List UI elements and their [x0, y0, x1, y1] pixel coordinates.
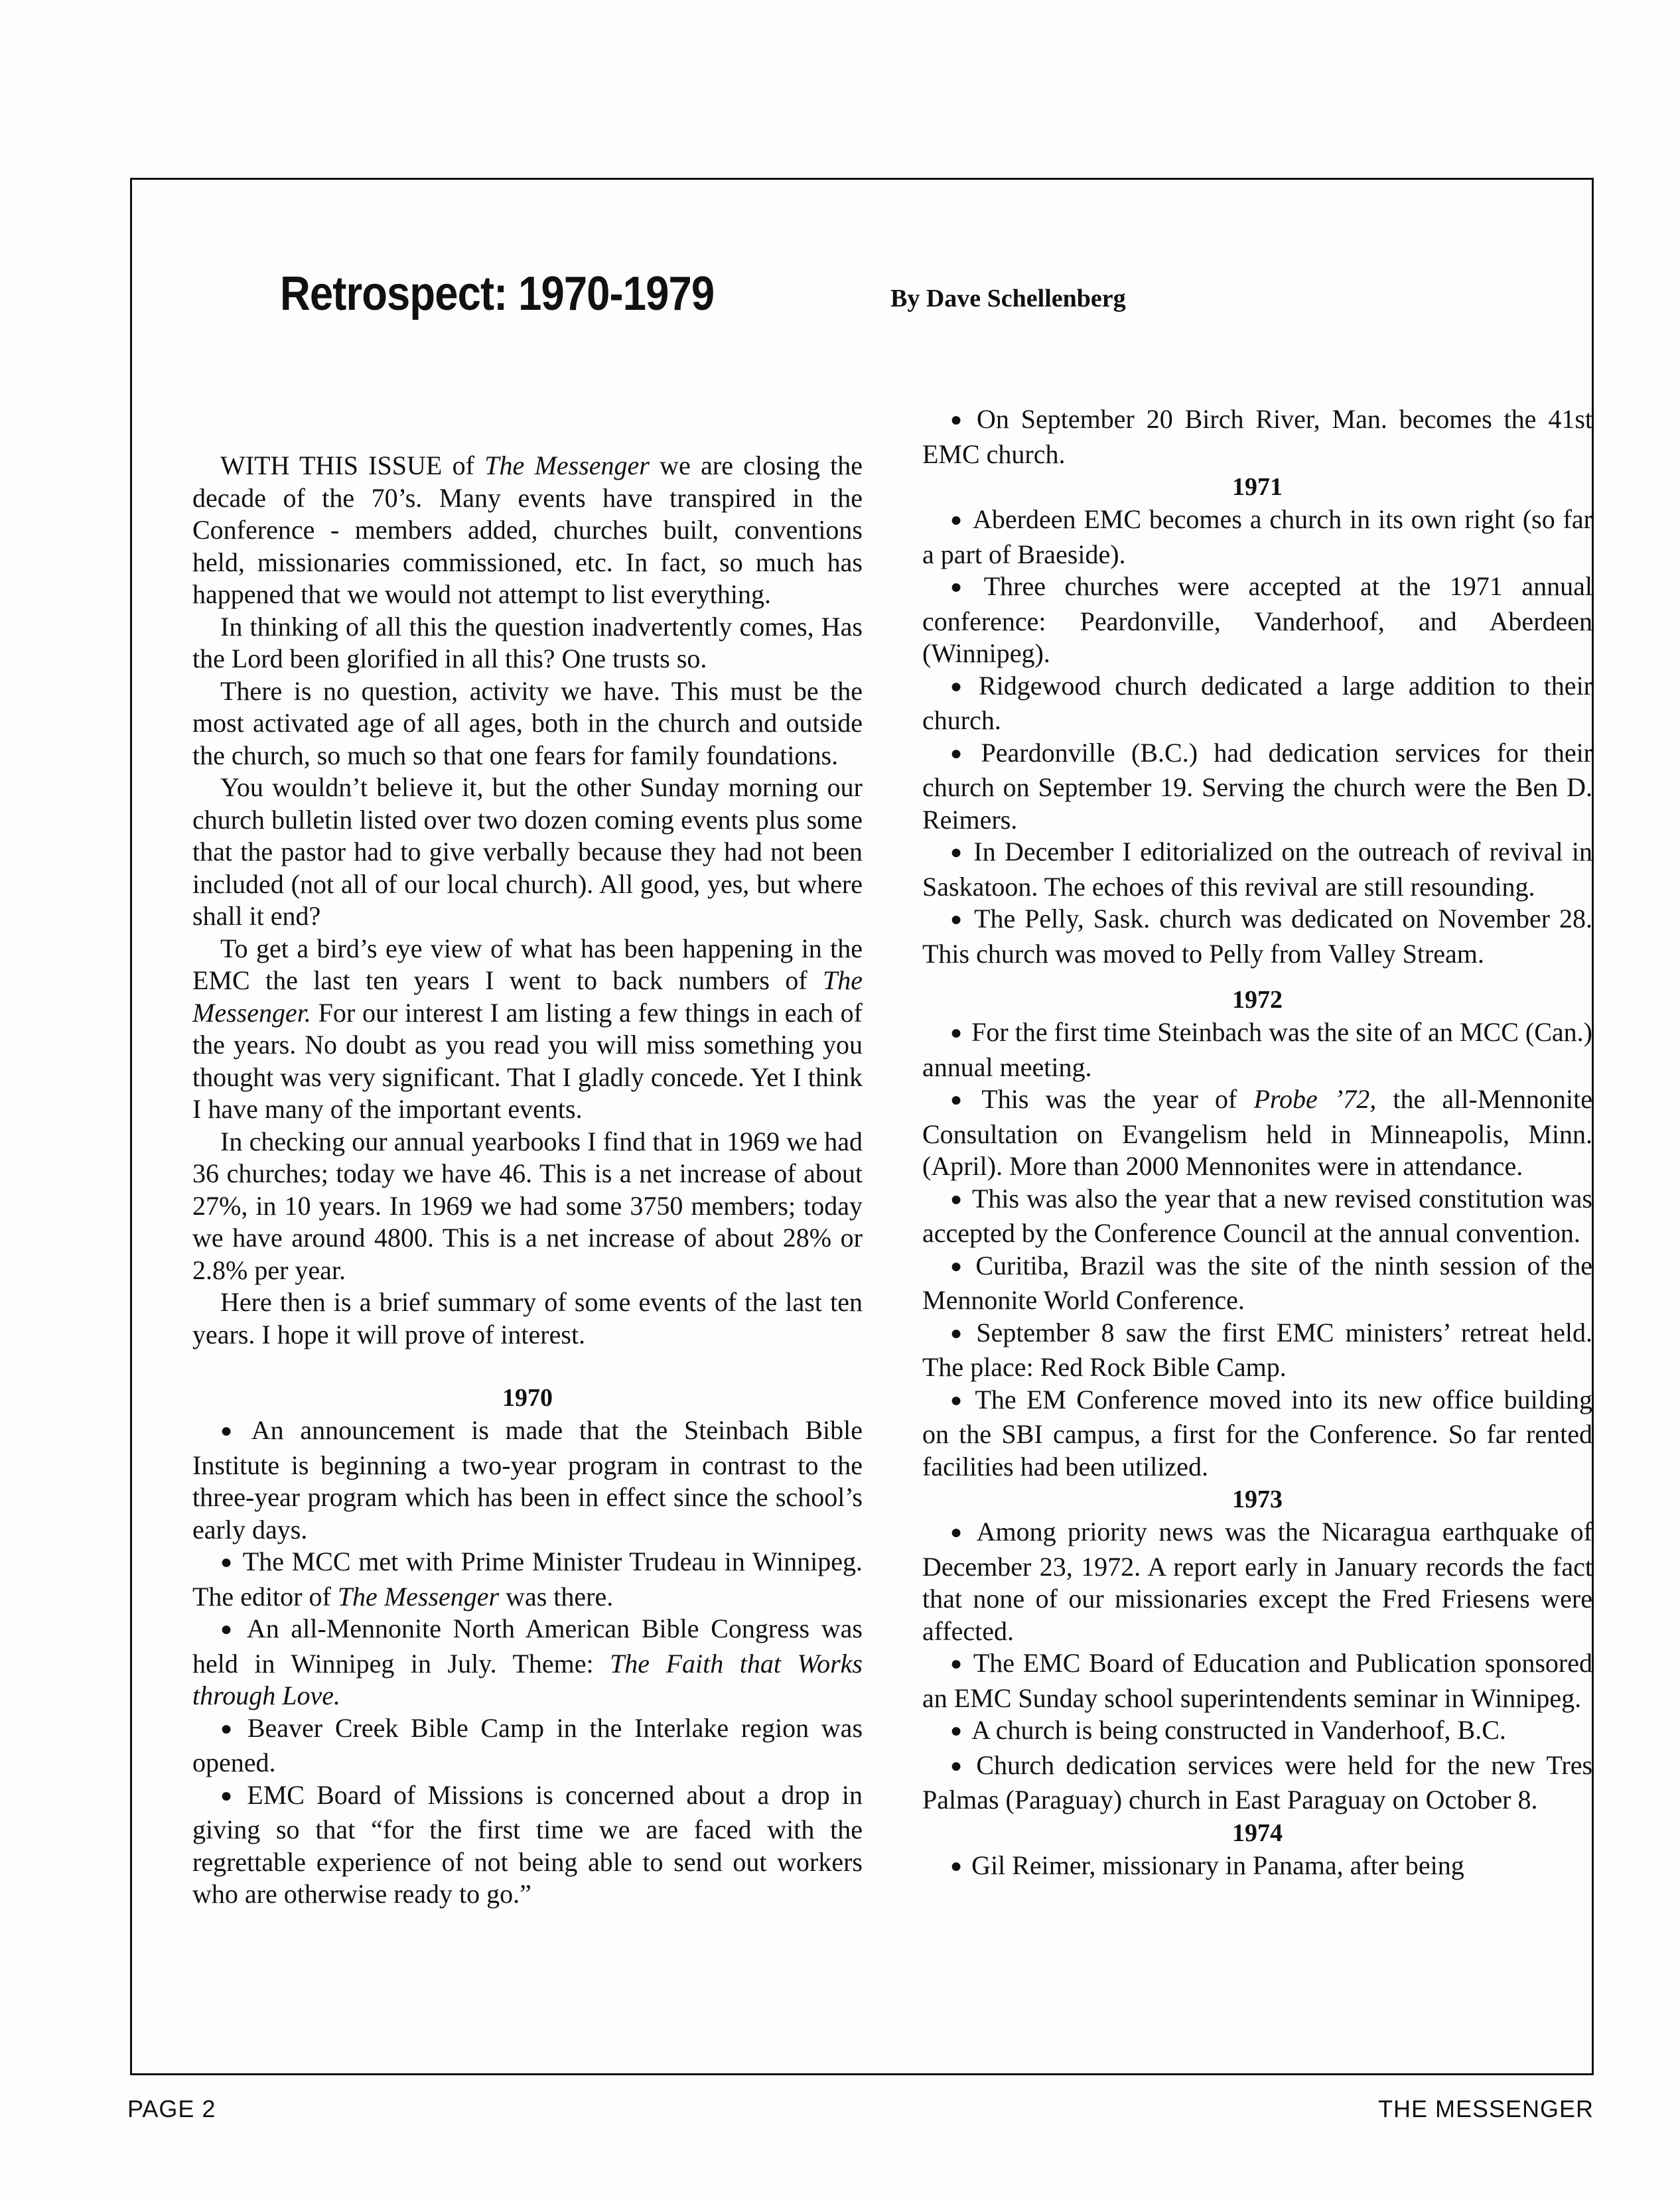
events-1973 — [922, 1516, 1592, 1817]
event-item: ● Church dedication services were held for the new Tres Palmas (Paraguay) church in East Paraguay on October 8. — [922, 1750, 1592, 1817]
year-heading-1974: 1974 — [1232, 1819, 1283, 1847]
event-item: ● In December I editorialized on the outreach of revival in Saskatoon. The echoes of this revival are still resounding. — [922, 836, 1592, 903]
intro-paragraph: You wouldn’t believe it, but the other Sunday morning our church bulletin listed over two dozen coming events plus some that the pastor had to give verbally because they had not been included (not all of our local church). All good, yes, but where shall it end? — [192, 772, 863, 931]
article-title: Retrospect: 1970-1979 — [280, 267, 715, 320]
event-item: ● For the first time Steinbach was the site of an MCC (Can.) annual meeting. — [922, 1016, 1592, 1083]
event-item: ● Curitiba, Brazil was the site of the ninth session of the Mennonite World Conference. — [922, 1250, 1592, 1317]
event-item: ● Among priority news was the Nicaragua earthquake of December 23, 1972. A report early in January records the fact that none of our missionaries except the Fred Friesens were affected. — [922, 1516, 1592, 1647]
event-item: ● The MCC met with Prime Minister Trudeau in Winnipeg. The editor of The Messenger was there. — [192, 1546, 863, 1613]
event-item: ● EMC Board of Missions is concerned about a drop in giving so that “for the first time we are faced with the regrettable experience of not being able to send out workers who are otherwise ready to go.” — [192, 1779, 863, 1911]
event-item: ● This was also the year that a new revised constitution was accepted by the Conference Council at the annual convention. — [922, 1183, 1592, 1250]
right-column — [922, 403, 1592, 1884]
events-1970-continued — [922, 403, 1592, 470]
event-item: ● The EMC Board of Education and Publication sponsored an EMC Sunday school superintendents seminar in Winnipeg. — [922, 1647, 1592, 1714]
page-number: PAGE 2 — [127, 2095, 216, 2122]
event-item: ● On September 20 Birch River, Man. becomes the 41st EMC church. — [922, 403, 1592, 470]
event-item: ● A church is being constructed in Vanderhoof, B.C. — [922, 1714, 1592, 1750]
event-item: ● Gil Reimer, missionary in Panama, after being — [922, 1850, 1592, 1885]
year-heading-1971: 1971 — [1232, 473, 1283, 501]
publication-name: THE MESSENGER — [1377, 2095, 1594, 2122]
intro-paragraph: In thinking of all this the question inadvertently comes, Has the Lord been glorified in all this? One trusts so. — [192, 611, 863, 673]
event-item: ● The Pelly, Sask. church was dedicated on November 28. This church was moved to Pelly from Valley Stream. — [922, 903, 1592, 970]
intro-paragraph: WITH THIS ISSUE of The Messenger we are closing the decade of the 70’s. Many events have transpired in the Conference - members added, churches built, conventions held, missionaries commissioned, etc. In fact, so much has happened that we would not attempt to list everything. — [192, 450, 863, 609]
events-1970 — [192, 1414, 863, 1911]
event-item: ● Ridgewood church dedicated a large addition to their church. — [922, 670, 1592, 737]
year-heading-1970: 1970 — [502, 1384, 553, 1412]
intro-paragraph: In checking our annual yearbooks I find that in 1969 we had 36 churches; today we have 46. This is a net increase of about 27%, in 10 years. In 1969 we had some 3750 members; today we have around 4800. This is a net increase of about 28% or 2.8% per year. — [192, 1126, 863, 1285]
events-1974 — [922, 1850, 1592, 1885]
article-byline: By Dave Schellenberg — [890, 285, 1126, 312]
year-heading-1972: 1972 — [1232, 986, 1283, 1014]
events-1972 — [922, 1016, 1592, 1483]
event-item: ● An announcement is made that the Steinbach Bible Institute is beginning a two-year program in contrast to the three-year program which has been in effect since the school’s early days. — [192, 1414, 863, 1546]
events-1971 — [922, 504, 1592, 970]
intro-paragraph: Here then is a brief summary of some events of the last ten years. I hope it will prove of interest. — [192, 1287, 863, 1349]
event-item: ● The EM Conference moved into its new office building on the SBI campus, a first for the Conference. So far rented facilities had been utilized. — [922, 1384, 1592, 1483]
event-item: ● September 8 saw the first EMC ministers’ retreat held. The place: Red Rock Bible Camp. — [922, 1317, 1592, 1384]
event-item: ● Peardonville (B.C.) had dedication services for their church on September 19. Serving the church were the Ben D. Reimers. — [922, 737, 1592, 837]
event-item: ● Beaver Creek Bible Camp in the Interlake region was opened. — [192, 1712, 863, 1779]
intro-paragraph: There is no question, activity we have. This must be the most activated age of all ages, both in the church and outside the church, so much so that one fears for family foundations. — [192, 675, 863, 770]
event-item: ● Aberdeen EMC becomes a church in its own right (so far a part of Braeside). — [922, 504, 1592, 571]
intro-paragraph: To get a bird’s eye view of what has been happening in the EMC the last ten years I went to back numbers of The Messenger. For our interest I am listing a few things in each of the years. No doubt as you read you will miss something you thought was very significant. That I gladly concede. Yet I think I have many of the important events. — [192, 933, 863, 1124]
event-item: ● This was the year of Probe ’72, the all-Mennonite Consultation on Evangelism held in Minneapolis, Minn. (April). More than 2000 Mennonites were in attendance. — [922, 1083, 1592, 1183]
event-item: ● An all-Mennonite North American Bible Congress was held in Winnipeg in July. Theme: The Faith that Works through Love. — [192, 1613, 863, 1712]
event-item: ● Three churches were accepted at the 1971 annual conference: Peardonville, Vanderhoof, and Aberdeen (Winnipeg). — [922, 571, 1592, 670]
left-column — [192, 450, 863, 1911]
year-heading-1973: 1973 — [1232, 1485, 1283, 1513]
